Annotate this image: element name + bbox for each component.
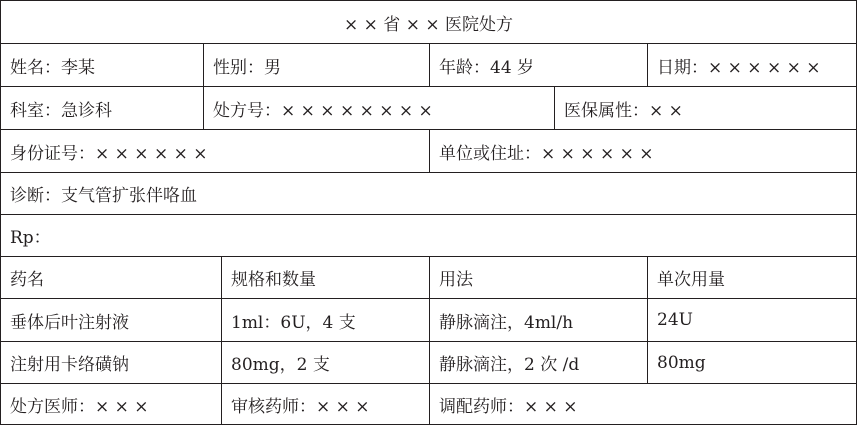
drug-spec-quantity: 80mg，2 支 — [221, 342, 429, 383]
patient-name: 姓名：李某 — [10, 57, 95, 78]
patient-age: 年龄：44 岁 — [429, 44, 647, 86]
visit-row — [1, 87, 856, 130]
prescribing-doctor: 处方医师：× × × — [10, 397, 149, 417]
header-spec-quantity: 规格和数量 — [221, 257, 429, 298]
title-row — [1, 1, 856, 44]
diagnosis-row — [1, 173, 856, 215]
prescription-number: 处方号：× × × × × × × × — [203, 87, 554, 129]
prescription-date: 日期：× × × × × × — [647, 44, 856, 86]
address: 单位或住址：× × × × × × — [429, 130, 856, 172]
header-single-dose: 单次用量 — [647, 257, 856, 298]
drug-single-dose: 80mg — [647, 342, 856, 383]
rp-label: Rp： — [10, 228, 51, 248]
id-number: 身份证号：× × × × × × — [10, 143, 208, 164]
dispensing-pharmacist: 调配药师：× × × — [429, 384, 856, 425]
drug-usage: 静脉滴注，2 次 /d — [429, 342, 647, 383]
insurance-type: 医保属性：× × — [554, 87, 856, 129]
drug-name: 垂体后叶注射液 — [10, 312, 129, 333]
patient-sex: 性别：男 — [203, 44, 429, 86]
diagnosis: 诊断：支气管扩张伴咯血 — [10, 186, 197, 206]
reviewing-pharmacist: 审核药师：× × × — [221, 384, 429, 425]
header-drug-name: 药名 — [10, 270, 44, 290]
identity-row — [1, 130, 856, 173]
rp-row — [1, 215, 856, 257]
department: 科室：急诊科 — [10, 100, 112, 121]
header-usage: 用法 — [429, 257, 647, 298]
drug-single-dose: 24U — [647, 299, 856, 341]
form-title: × × 省 × × 医院处方 — [344, 14, 513, 35]
drug-usage: 静脉滴注，4ml/h — [429, 299, 647, 341]
drug-spec-quantity: 1ml：6U，4 支 — [221, 299, 429, 341]
patient-row — [1, 44, 856, 87]
drug-name: 注射用卡络磺钠 — [10, 355, 129, 375]
table-row — [1, 299, 856, 342]
table-header-row — [1, 257, 856, 299]
table-row — [1, 342, 856, 384]
signature-row — [1, 384, 856, 425]
